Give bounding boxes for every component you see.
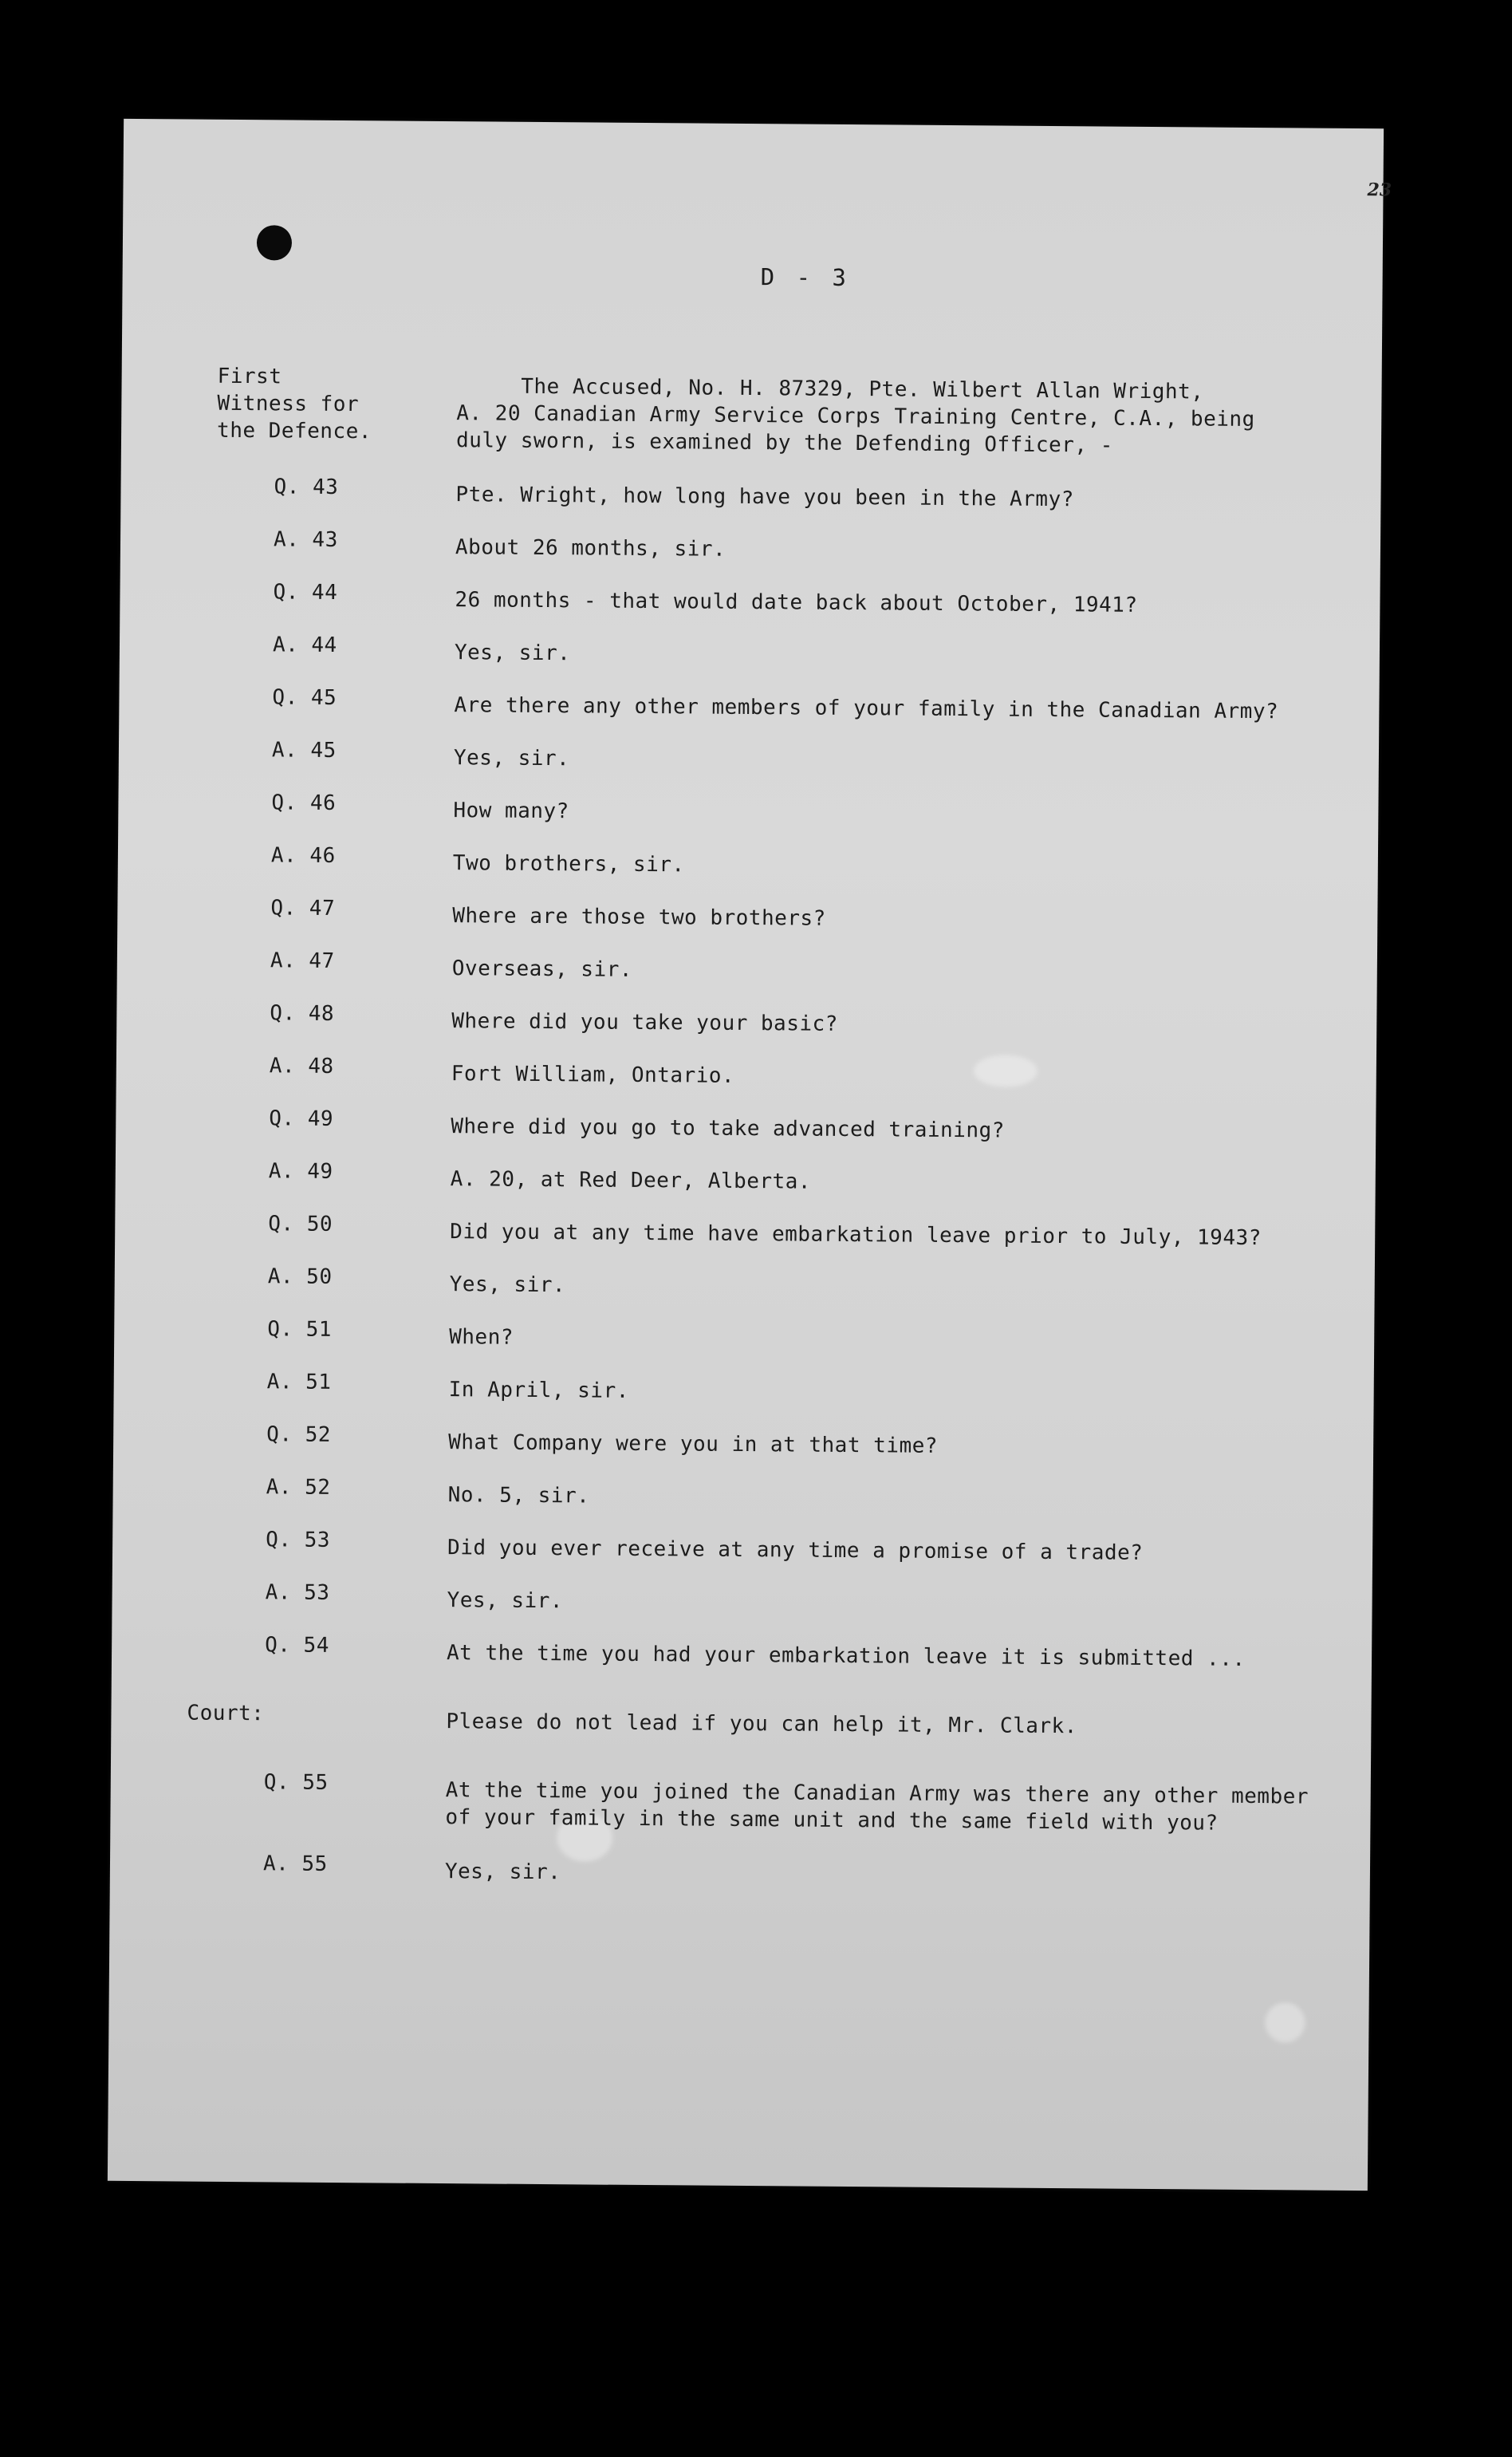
intro-line: A. 20 Canadian Army Service Corps Training Centre, C.A., being bbox=[456, 401, 1255, 432]
row-label: A. 45 bbox=[271, 738, 337, 763]
row-text: How many? bbox=[453, 799, 569, 824]
row-label: Q. 53 bbox=[266, 1528, 331, 1552]
paper-smudge bbox=[1265, 2002, 1305, 2042]
testimony-row bbox=[114, 1316, 1374, 1378]
row-label: A. 46 bbox=[270, 843, 336, 868]
row-text: No. 5, sir. bbox=[447, 1483, 590, 1509]
row-label: Q. 47 bbox=[270, 896, 336, 921]
row-text: Did you at any time have embarkation leave prior to July, 1943? bbox=[450, 1220, 1262, 1251]
row-text: Where did you take your basic? bbox=[451, 1009, 839, 1036]
row-label: Q. 46 bbox=[271, 791, 337, 815]
testimony-row bbox=[120, 632, 1380, 694]
testimony-row bbox=[120, 474, 1380, 536]
testimony-row bbox=[116, 948, 1376, 1010]
testimony-row bbox=[116, 1053, 1376, 1115]
row-text: Pte. Wright, how long have you been in the Army? bbox=[455, 483, 1074, 512]
row-label: A. 49 bbox=[268, 1159, 333, 1184]
row-label: Q. 45 bbox=[272, 685, 337, 710]
row-text: Yes, sir. bbox=[447, 1588, 564, 1614]
row-label: A. 50 bbox=[267, 1264, 333, 1289]
row-label: Q. 54 bbox=[265, 1633, 330, 1658]
testimony-row bbox=[120, 526, 1380, 589]
testimony-list bbox=[110, 474, 1381, 1913]
court-speaker-label: Court: bbox=[187, 1701, 265, 1726]
row-label: Q. 55 bbox=[263, 1770, 329, 1795]
row-label: Q. 48 bbox=[270, 1001, 335, 1026]
row-text: At the time you had your embarkation leave it is submitted ... bbox=[446, 1641, 1246, 1671]
row-text: When? bbox=[449, 1325, 514, 1350]
row-text: A. 20, at Red Deer, Alberta. bbox=[450, 1167, 812, 1194]
row-text: Yes, sir. bbox=[453, 746, 570, 771]
row-label: A. 43 bbox=[273, 527, 338, 552]
row-text: In April, sir. bbox=[448, 1378, 629, 1403]
row-label: A. 53 bbox=[265, 1580, 330, 1605]
intro-paragraph bbox=[456, 373, 1255, 460]
intro-line: duly sworn, is examined by the Defending Officer, - bbox=[455, 428, 1113, 458]
row-text: About 26 months, sir. bbox=[455, 535, 726, 562]
row-text: Yes, sir. bbox=[454, 641, 571, 666]
row-label: Q. 52 bbox=[266, 1422, 332, 1447]
row-label: A. 47 bbox=[270, 948, 335, 973]
court-row bbox=[111, 1701, 1371, 1763]
row-label: A. 55 bbox=[262, 1852, 328, 1876]
testimony-row bbox=[113, 1422, 1373, 1484]
testimony-row bbox=[115, 1211, 1375, 1273]
testimony-row bbox=[112, 1632, 1372, 1694]
testimony-row bbox=[116, 1106, 1376, 1168]
row-text: Two brothers, sir. bbox=[452, 851, 685, 878]
document-page bbox=[108, 119, 1392, 2191]
row-text: Did you ever receive at any time a promise of a trade? bbox=[447, 1536, 1144, 1565]
side-note-line: Witness for bbox=[217, 391, 360, 417]
row-text: Yes, sir. bbox=[449, 1272, 566, 1298]
intro-line: The Accused, No. H. 87329, Pte. Wilbert Allan Wright, bbox=[456, 374, 1204, 404]
testimony-row bbox=[120, 579, 1380, 641]
testimony-row bbox=[117, 895, 1377, 957]
testimony-row bbox=[118, 790, 1378, 852]
row-text: Please do not lead if you can help it, Mr. Clark. bbox=[446, 1710, 1078, 1739]
row-label: Q. 50 bbox=[268, 1212, 333, 1236]
testimony-row bbox=[112, 1474, 1372, 1536]
row-text: Where are those two brothers? bbox=[452, 904, 826, 931]
row-text: Are there any other members of your family in the Canadian Army? bbox=[454, 693, 1279, 724]
row-text: At the time you joined the Canadian Army was there any other member of your family in the same unit and the same field with you? bbox=[445, 1778, 1309, 1836]
punch-hole-mark bbox=[257, 225, 292, 260]
row-label: Q. 49 bbox=[269, 1106, 334, 1131]
row-label: A. 48 bbox=[269, 1054, 334, 1079]
row-label: A. 51 bbox=[266, 1370, 332, 1394]
folio-number: 23 bbox=[1367, 179, 1392, 201]
testimony-row bbox=[119, 737, 1379, 799]
row-text: Overseas, sir. bbox=[451, 956, 633, 982]
testimony-row bbox=[118, 842, 1378, 905]
testimony-row bbox=[112, 1580, 1372, 1642]
side-note-line: First bbox=[217, 364, 282, 389]
row-label: Q. 44 bbox=[273, 580, 338, 605]
row-text: 26 months - that would date back about October, 1941? bbox=[455, 588, 1138, 617]
row-text: Yes, sir. bbox=[444, 1860, 561, 1885]
row-text: Where did you go to take advanced training? bbox=[451, 1114, 1005, 1143]
testimony-row bbox=[112, 1527, 1372, 1589]
row-label: Q. 43 bbox=[274, 475, 339, 499]
witness-side-note bbox=[217, 363, 372, 446]
side-note-line: the Defence. bbox=[216, 418, 372, 444]
row-text: What Company were you in at that time? bbox=[448, 1430, 939, 1458]
testimony-row bbox=[114, 1264, 1374, 1326]
testimony-row bbox=[116, 1000, 1376, 1063]
row-label: Q. 51 bbox=[267, 1317, 333, 1342]
row-text: Fort William, Ontario. bbox=[451, 1062, 735, 1088]
testimony-row bbox=[119, 684, 1379, 747]
testimony-row bbox=[110, 1769, 1371, 1860]
row-label: A. 44 bbox=[272, 633, 337, 657]
page-identifier: D - 3 bbox=[760, 263, 851, 291]
testimony-row bbox=[110, 1851, 1370, 1913]
testimony-row bbox=[115, 1158, 1375, 1221]
row-label: A. 52 bbox=[266, 1475, 331, 1500]
testimony-row bbox=[113, 1369, 1373, 1431]
